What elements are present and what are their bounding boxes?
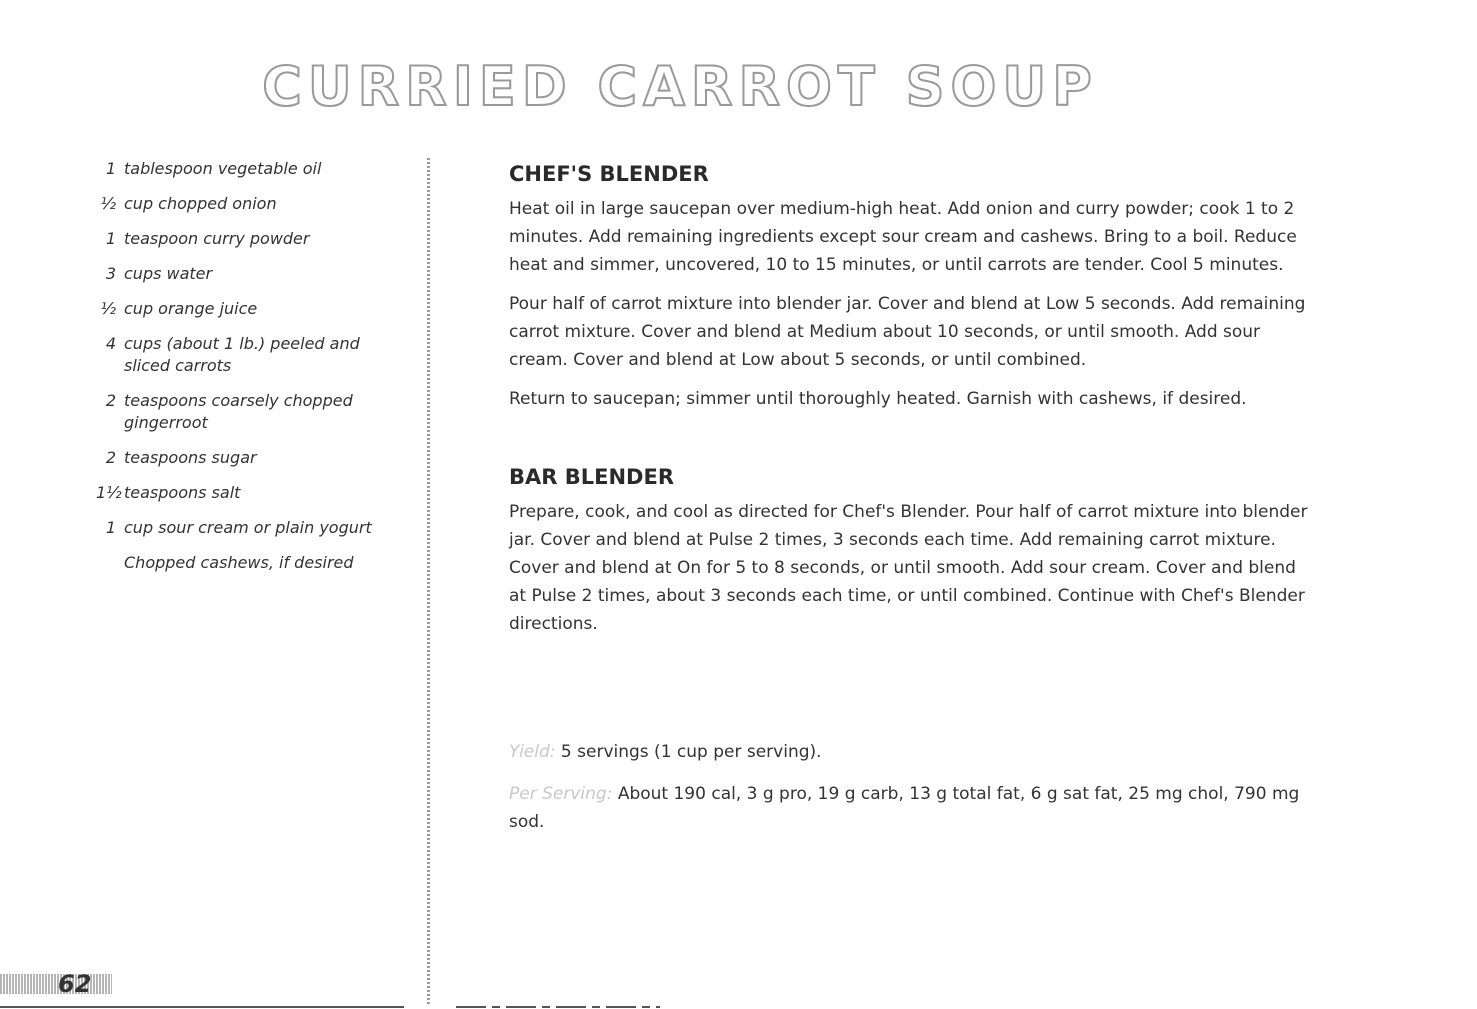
- chefs-blender-step: Return to saucepan; simmer until thoroughly heated. Garnish with cashews, if desired.: [509, 389, 1247, 409]
- ingredient-description: teaspoons coarsely chopped gingerroot: [124, 391, 353, 432]
- ingredient-quantity: 2: [105, 448, 116, 467]
- ingredient-quantity: ½: [100, 299, 116, 318]
- chefs-blender-heading: CHEF'S BLENDER: [509, 162, 709, 186]
- ingredient-item: [96, 517, 396, 539]
- bar-blender-step: Prepare, cook, and cool as directed for Chef's Blender. Pour half of carrot mixture into blender jar. Cover and blend at Pulse 2 times, 3 seconds each time. Add remaining carrot mixture. Cover and blend at On for 5 to 8 seconds, or until smooth. Add sour cream. Cover and blend at Pulse 2 times, about 3 seconds each time, or until combined. Continue with Chef's Blender directions.: [509, 502, 1308, 634]
- ingredient-item: [96, 482, 396, 504]
- ingredient-quantity: 2: [105, 391, 116, 410]
- directions-column: [509, 160, 1309, 649]
- ingredient-description: cup orange juice: [124, 299, 258, 318]
- bar-blender-section: [509, 463, 1309, 638]
- ingredient-description: cup chopped onion: [124, 194, 277, 213]
- column-divider: [427, 158, 430, 1006]
- ingredient-item: [96, 263, 396, 285]
- page-number: 62: [58, 970, 92, 998]
- page-number-badge: [0, 968, 118, 1000]
- ingredient-description: cups water: [124, 264, 213, 283]
- ingredient-description: teaspoons sugar: [124, 448, 257, 467]
- ingredient-item: [96, 390, 396, 434]
- bottom-rule-right: [456, 1006, 660, 1008]
- yield-value: 5 servings (1 cup per serving).: [560, 742, 822, 762]
- ingredient-description: Chopped cashews, if desired: [124, 553, 354, 572]
- chefs-blender-section: [509, 160, 1309, 413]
- ingredient-quantity: 1: [105, 229, 116, 248]
- nutrition-info: [509, 738, 1309, 850]
- ingredient-description: teaspoons salt: [124, 483, 241, 502]
- ingredient-quantity: 3: [105, 264, 116, 283]
- ingredient-quantity: 1: [105, 159, 116, 178]
- per-serving-line: [509, 780, 1309, 836]
- ingredient-item: [96, 447, 396, 469]
- ingredient-description: teaspoon curry powder: [124, 229, 310, 248]
- page-badge-pattern: [0, 974, 112, 994]
- ingredient-item: [96, 333, 396, 377]
- ingredient-quantity: 4: [105, 334, 116, 353]
- yield-label: Yield:: [509, 742, 556, 762]
- ingredient-list: [96, 158, 396, 587]
- ingredient-quantity: 1½: [96, 483, 122, 502]
- chefs-blender-step: Heat oil in large saucepan over medium-high heat. Add onion and curry powder; cook 1 to 2 minutes. Add remaining ingredients except sour cream and cashews. Bring to a boil. Reduce heat and simmer, uncovered, 10 to 15 minutes, or until carrots are tender. Cool 5 minutes.: [509, 199, 1297, 275]
- ingredient-quantity: 1: [105, 518, 116, 537]
- ingredient-item: [96, 158, 396, 180]
- bar-blender-heading: BAR BLENDER: [509, 465, 674, 489]
- chefs-blender-step: Pour half of carrot mixture into blender jar. Cover and blend at Low 5 seconds. Add remaining carrot mixture. Cover and blend at Medium about 10 seconds, or until smooth. Add sour cream. Cover and blend at Low about 5 seconds, or until combined.: [509, 294, 1306, 370]
- per-serving-value: About 190 cal, 3 g pro, 19 g carb, 13 g total fat, 6 g sat fat, 25 mg chol, 790 mg sod.: [509, 784, 1300, 832]
- ingredient-item: [96, 552, 396, 574]
- ingredient-item: [96, 298, 396, 320]
- ingredient-description: cups (about 1 lb.) peeled and sliced carrots: [124, 334, 360, 375]
- per-serving-label: Per Serving:: [509, 784, 613, 804]
- ingredient-description: tablespoon vegetable oil: [124, 159, 322, 178]
- page-title: CURRIED CARROT SOUP: [262, 55, 1098, 118]
- ingredient-item: [96, 228, 396, 250]
- yield-line: [509, 738, 1309, 766]
- ingredient-quantity: ½: [100, 194, 116, 213]
- ingredient-item: [96, 193, 396, 215]
- bottom-rule-left: [0, 1006, 404, 1008]
- ingredient-description: cup sour cream or plain yogurt: [124, 518, 372, 537]
